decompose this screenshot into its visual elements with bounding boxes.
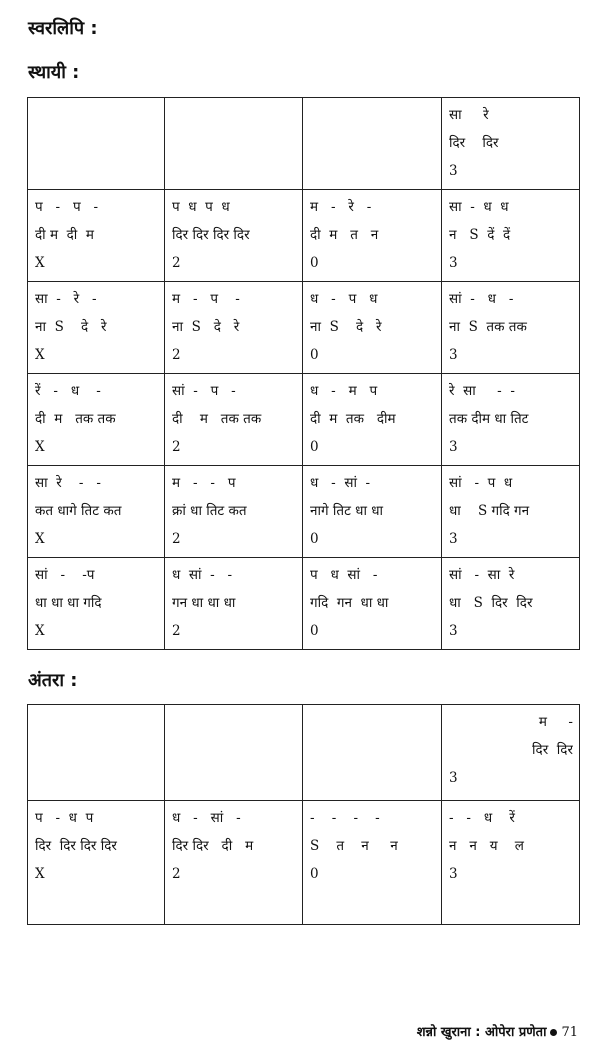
notation-row (28, 282, 580, 374)
notation-cell (442, 374, 580, 466)
bol-line: दी म तक तक (172, 411, 262, 427)
notation-cell (442, 801, 580, 925)
swar-line: - - - - (310, 810, 380, 826)
swar-line: प - ध प (35, 810, 94, 826)
taal-mark: 2 (172, 347, 181, 363)
swar-line: सा - रे - (35, 291, 97, 307)
notation-cell (442, 558, 580, 650)
taal-mark: 3 (449, 866, 458, 882)
bol-line (172, 736, 296, 764)
notation-cell (303, 466, 442, 558)
notation-cell (28, 466, 165, 558)
swar-line (35, 101, 158, 129)
taal-mark: 0 (310, 347, 319, 363)
swar-line: - - ध रें (449, 810, 515, 826)
bol-line: ना S दे रे (172, 319, 240, 335)
taal-mark: 3 (449, 163, 458, 179)
taal-mark: 0 (310, 623, 319, 639)
swar-line: सा रे - - (35, 475, 101, 491)
taal-mark: 3 (449, 255, 458, 271)
bol-line: दिर दिर (449, 135, 499, 151)
taal-mark: X (35, 347, 45, 363)
notation-cell (28, 801, 165, 925)
swar-line: प ध प ध (172, 199, 230, 215)
notation-cell (28, 98, 165, 190)
bol-line: धा S गदि गन (449, 503, 530, 519)
taal-mark: X (35, 623, 45, 639)
notation-cell (442, 705, 580, 801)
swar-line (35, 708, 158, 736)
notation-row (28, 705, 580, 801)
bol-line (310, 129, 435, 157)
bol-line: धा धा धा गदि (35, 595, 102, 611)
bol-line: नागे तिट धा धा (310, 503, 384, 519)
page-number: 71 (561, 1025, 578, 1040)
notation-row (28, 374, 580, 466)
notation-cell (28, 374, 165, 466)
bol-line: न S दें दें (449, 227, 511, 243)
notation-cell (28, 705, 165, 801)
taal-mark (35, 764, 158, 792)
notation-cell (303, 705, 442, 801)
bol-line: ना S दे रे (310, 319, 382, 335)
notation-cell (165, 705, 303, 801)
notation-heading: स्वरलिपि : (28, 18, 98, 39)
bol-line: दिर दिर (532, 742, 573, 758)
taal-mark: 2 (172, 255, 181, 271)
book-title: शन्नो खुराना : ओपेरा प्रणेता (416, 1025, 547, 1040)
sthayi-heading: स्थायी : (28, 62, 80, 83)
taal-mark: 0 (310, 531, 319, 547)
swar-line: सा - ध ध (449, 199, 509, 215)
taal-mark: 3 (449, 623, 458, 639)
bol-line (35, 129, 158, 157)
swar-line (172, 708, 296, 736)
taal-mark: 2 (172, 531, 181, 547)
notation-cell (28, 190, 165, 282)
swar-line (310, 101, 435, 129)
notation-cell (303, 282, 442, 374)
taal-mark: 3 (449, 347, 458, 363)
bol-line: ना S दे रे (35, 319, 107, 335)
notation-cell (165, 374, 303, 466)
taal-mark: X (35, 531, 45, 547)
notation-cell (303, 98, 442, 190)
bol-line: दिर दिर दिर दिर (172, 227, 250, 243)
taal-mark (35, 157, 158, 185)
swar-line: सा रे (449, 107, 489, 123)
taal-mark: 0 (310, 255, 319, 271)
swar-line: प - प - (35, 199, 99, 215)
bol-line (310, 736, 435, 764)
swar-line: सां - सा रे (449, 567, 515, 583)
notation-cell (28, 282, 165, 374)
taal-mark: 3 (449, 531, 458, 547)
swar-line: ध सां - - (172, 567, 233, 583)
notation-cell (165, 98, 303, 190)
bol-line: गन धा धा धा (172, 595, 236, 611)
notation-row (28, 98, 580, 190)
antara-notation-table (27, 704, 580, 925)
swar-line: म - रे - (310, 199, 372, 215)
bol-line: न न य ल (449, 838, 524, 854)
notation-cell (442, 282, 580, 374)
notation-cell (303, 801, 442, 925)
bol-line: दी म दी म (35, 227, 94, 243)
taal-mark: 3 (449, 770, 458, 786)
bol-line: कत धागे तिट कत (35, 503, 122, 519)
swar-line: सां - प ध (449, 475, 513, 491)
swar-line: सां - प - (172, 383, 236, 399)
notation-cell (303, 374, 442, 466)
notation-cell (303, 190, 442, 282)
notation-cell (303, 558, 442, 650)
bol-line: दी म तक दीम (310, 411, 396, 427)
notation-cell (165, 466, 303, 558)
notation-row (28, 190, 580, 282)
antara-heading: अंतरा : (28, 670, 78, 691)
bol-line: क्रां धा तिट कत (172, 503, 247, 519)
swar-line: रें - ध - (35, 383, 101, 399)
notation-row (28, 801, 580, 925)
swar-line: सां - -प (35, 567, 95, 583)
swar-line (172, 101, 296, 129)
taal-mark: 2 (172, 866, 181, 882)
bol-line: तक दीम धा तिट (449, 411, 529, 427)
bol-line (172, 129, 296, 157)
notation-row (28, 558, 580, 650)
swar-line (310, 708, 435, 736)
notation-cell (165, 282, 303, 374)
swar-line: ध - म प (310, 383, 378, 399)
swar-line: ध - सां - (172, 810, 241, 826)
taal-mark: X (35, 439, 45, 455)
notation-cell (442, 98, 580, 190)
swar-line: ध - प ध (310, 291, 378, 307)
taal-mark: 2 (172, 623, 181, 639)
bol-line: दिर दिर दिर दिर (35, 838, 117, 854)
taal-mark: 0 (310, 866, 319, 882)
bol-line: S त न न (310, 838, 398, 854)
page-footer (417, 1022, 578, 1040)
bol-line: दिर दिर दी म (172, 838, 254, 854)
swar-line: म - (538, 714, 573, 730)
swar-line: रे सा - - (449, 383, 515, 399)
taal-mark: X (35, 866, 45, 882)
taal-mark: X (35, 255, 45, 271)
bol-line: ना S तक तक (449, 319, 527, 335)
notation-cell (165, 801, 303, 925)
taal-mark: 0 (310, 439, 319, 455)
swar-line: म - - प (172, 475, 236, 491)
notation-row (28, 466, 580, 558)
taal-mark (310, 764, 435, 792)
swar-line: ध - सां - (310, 475, 371, 491)
swar-line: सां - ध - (449, 291, 514, 307)
bullet-dot (550, 1029, 557, 1036)
sthayi-notation-table (27, 97, 580, 650)
notation-cell (165, 558, 303, 650)
notation-cell (28, 558, 165, 650)
taal-mark (172, 764, 296, 792)
swar-line: म - प - (172, 291, 240, 307)
notation-cell (165, 190, 303, 282)
taal-mark: 2 (172, 439, 181, 455)
bol-line: गदि गन धा धा (310, 595, 389, 611)
taal-mark: 3 (449, 439, 458, 455)
bol-line (35, 736, 158, 764)
notation-cell (442, 466, 580, 558)
taal-mark (310, 157, 435, 185)
bol-line: दी म त न (310, 227, 379, 243)
taal-mark (172, 157, 296, 185)
swar-line: प ध सां - (310, 567, 378, 583)
bol-line: धा S दिर दिर (449, 595, 533, 611)
bol-line: दी म तक तक (35, 411, 116, 427)
notation-cell (442, 190, 580, 282)
